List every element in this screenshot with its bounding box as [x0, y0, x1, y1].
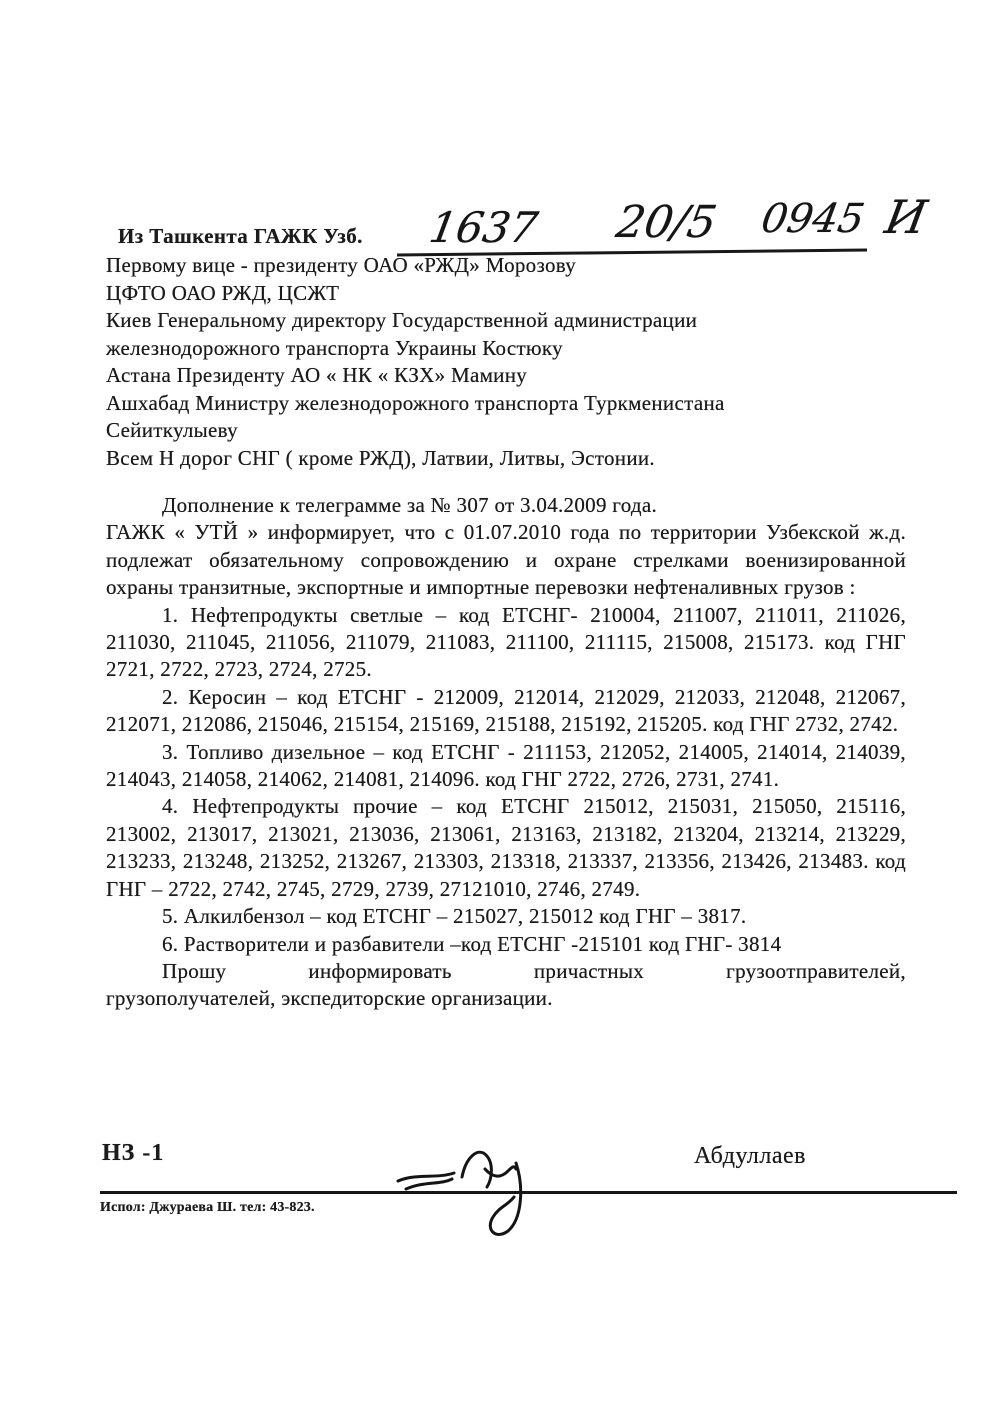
recipient-line: Сейиткулыеву [106, 418, 238, 442]
paragraph-item-6: 6. Растворители и разбавители –код ЕТСНГ -215101 код ГНГ- 3814 [162, 931, 782, 956]
paragraph-supplement: Дополнение к телеграмме за № 307 от 3.04.2009 года. [162, 493, 658, 517]
signer-name: Абдуллаев [694, 1143, 806, 1169]
telegram-body [106, 492, 906, 1013]
from-label: Из Ташкента ГАЖК Узб. [118, 224, 363, 248]
paragraph-intro: ГАЖК « УТЙ » информирует, что с 01.07.2010 года по территории Узбекской ж.д. подлежат обязательному сопровождению и охране стрелками военизированной охраны транзитные, экспортные и импортные перевозки нефтеналивных грузов : [106, 520, 906, 600]
recipient-line: Всем Н дорог СНГ ( кроме РЖД), Латвии, Литвы, Эстонии. [106, 445, 655, 470]
recipient-line: Киев Генеральному директору Государственной администрации [106, 308, 698, 332]
recipient-line: ЦФТО ОАО РЖД, ЦСЖТ [106, 280, 340, 305]
paragraph-item-1: 1. Нефтепродукты светлые – код ЕТСНГ- 210004, 211007, 211011, 211026, 211030, 211045, 211056, 211079, 211083, 211100, 211115, 215008, 215173. код ГНГ 2721, 2722, 2723, 2724, 2725. [106, 602, 906, 682]
signature [392, 1135, 562, 1245]
executor-note: Испол: Джураева Ш. тел: 43-823. [100, 1200, 315, 1215]
handwritten-date: 20/5 [612, 197, 721, 248]
recipients-block [106, 252, 916, 472]
recipient-line: железнодорожного транспорта Украины Костюку [106, 335, 563, 360]
paragraph-item-2: 2. Керосин – код ЕТСНГ - 212009, 212014, 212029, 212033, 212048, 212067, 212071, 212086, 215046, 215154, 215169, 215188, 215192, 215205. код ГНГ 2732, 2742. [106, 684, 906, 737]
recipient-line: Ашхабад Министру железнодорожного транспорта Туркменистана [106, 390, 725, 415]
handwritten-time: 0945 [757, 196, 868, 242]
reference-code: НЗ -1 [102, 1140, 165, 1166]
paragraph-item-3: 3. Топливо дизельное – код ЕТСНГ - 211153, 212052, 214005, 214014, 214039, 214043, 214058, 214062, 214081, 214096. код ГНГ 2722, 2726, 2731, 2741. [106, 739, 906, 792]
handwritten-registration-number: 1637 [425, 203, 542, 252]
paragraph-closing-line-2: грузополучателей, экспедиторские организации. [106, 986, 553, 1011]
recipient-line: Первому вице - президенту ОАО «РЖД» Морозову [106, 253, 577, 277]
paragraph-closing-line-1: Прошу информировать причастных грузоотправителей, [162, 958, 906, 983]
paragraph-item-5: 5. Алкилбензол – код ЕТСНГ – 215027, 215012 код ГНГ – 3817. [162, 904, 747, 929]
recipient-line: Астана Президенту АО « НК « КЗХ» Мамину [106, 363, 528, 387]
footer-rule [100, 1191, 957, 1194]
handwritten-initial: И [881, 190, 931, 244]
paragraph-item-4: 4. Нефтепродукты прочие – код ЕТСНГ 215012, 215031, 215050, 215116, 213002, 213017, 213021, 213036, 213061, 213163, 213182, 213204, 213214, 213229, 213233, 213248, 213252, 213267, 213303, 213318, 213337, 213356, 213426, 213483. код ГНГ – 2722, 2742, 2745, 2729, 2739, 27121010, 2746, 2749. [106, 794, 906, 901]
